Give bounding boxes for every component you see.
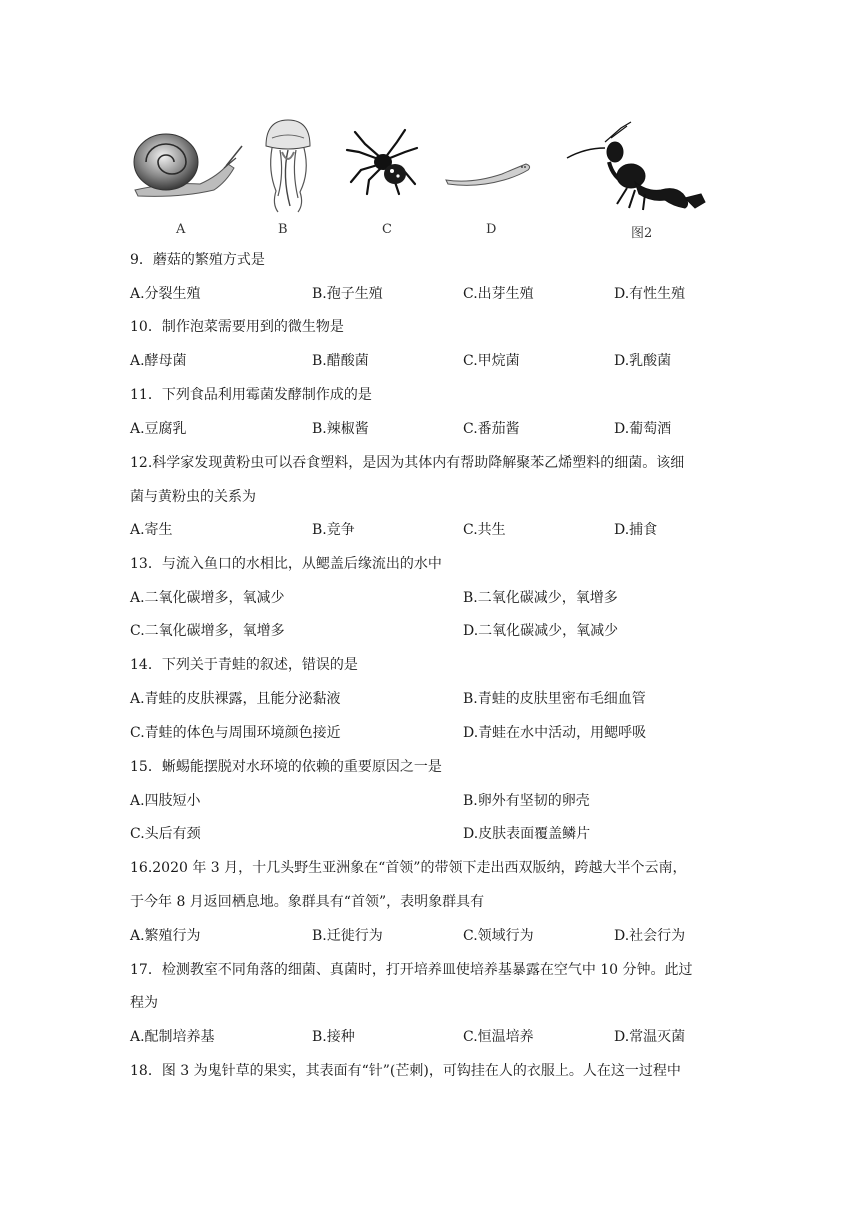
jellyfish-icon [258, 116, 318, 216]
q16-option-b: B.迁徙行为 [312, 928, 383, 944]
q11-option-a: A.豆腐乳 [130, 421, 187, 437]
figure-label-a: A [176, 222, 186, 237]
q15-option-c: C.头后有颈 [130, 826, 201, 842]
q15-option-a: A.四肢短小 [130, 793, 201, 809]
question-12-stem-line2: 菌与黄粉虫的关系为 [130, 489, 256, 505]
q16-option-d: D.社会行为 [614, 928, 686, 944]
q17-option-c: C.恒温培养 [463, 1029, 534, 1045]
q14-option-a: A.青蛙的皮肤裸露，且能分泌黏液 [130, 691, 341, 707]
q16-option-c: C.领域行为 [463, 928, 534, 944]
q14-option-c: C.青蛙的体色与周围环境颜色接近 [130, 725, 341, 741]
q10-option-c: C.甲烷菌 [463, 353, 520, 369]
question-14-stem: 14．下列关于青蛙的叙述，错误的是 [130, 657, 358, 673]
question-11-stem: 11．下列食品利用霉菌发酵制作成的是 [130, 387, 372, 403]
q10-option-d: D.乳酸菌 [614, 353, 672, 369]
question-15-stem: 15．蜥蜴能摆脱对水环境的依赖的重要原因之一是 [130, 759, 442, 775]
figure-label-c: C [382, 222, 392, 237]
q13-option-b: B.二氧化碳减少，氧增多 [463, 590, 618, 606]
figure-caption: 图2 [631, 226, 653, 241]
question-12-stem-line1: 12.科学家发现黄粉虫可以吞食塑料，是因为其体内有帮助降解聚苯乙烯塑料的细菌。该细 [130, 455, 685, 471]
q11-option-b: B.辣椒酱 [312, 421, 369, 437]
q17-option-d: D.常温灭菌 [614, 1029, 686, 1045]
question-10-stem: 10．制作泡菜需要用到的微生物是 [130, 319, 344, 335]
question-16-stem-line1: 16.2020 年 3 月，十几头野生亚洲象在“首领”的带领下走出西双版纳，跨越大半个云南， [130, 860, 687, 876]
question-18-stem: 18．图 3 为鬼针草的果实，其表面有“针”(芒刺)，可钩挂在人的衣服上。人在这一过程中 [130, 1063, 681, 1079]
q9-option-a: A.分裂生殖 [130, 286, 201, 302]
q13-option-d: D.二氧化碳减少，氧减少 [463, 623, 619, 639]
flatworm-icon [442, 158, 532, 188]
q14-option-d: D.青蛙在水中活动，用鳃呼吸 [463, 725, 647, 741]
snail-icon [130, 124, 245, 204]
q13-option-a: A.二氧化碳增多，氧减少 [130, 590, 285, 606]
figure-label-b: B [278, 222, 288, 237]
question-17-stem-line2: 程为 [130, 995, 158, 1011]
question-17-stem-line1: 17．检测教室不同角落的细菌、真菌时，打开培养皿使培养基暴露在空气中 10 分钟。此过 [130, 962, 693, 978]
q9-option-d: D.有性生殖 [614, 286, 686, 302]
q13-option-c: C.二氧化碳增多，氧增多 [130, 623, 285, 639]
q15-option-b: B.卵外有坚韧的卵壳 [463, 793, 590, 809]
q12-option-c: C.共生 [463, 522, 506, 538]
spider-icon [345, 126, 420, 196]
q10-option-b: B.醋酸菌 [312, 353, 369, 369]
figure-label-d: D [486, 222, 497, 237]
crayfish-icon [565, 118, 710, 213]
question-9-stem: 9．蘑菇的繁殖方式是 [130, 252, 265, 268]
q15-option-d: D.皮肤表面覆盖鳞片 [463, 826, 591, 842]
q9-option-c: C.出芽生殖 [463, 286, 534, 302]
q17-option-a: A.配制培养基 [130, 1029, 215, 1045]
q14-option-b: B.青蛙的皮肤里密布毛细血管 [463, 691, 646, 707]
q16-option-a: A.繁殖行为 [130, 928, 201, 944]
q12-option-b: B.竞争 [312, 522, 355, 538]
question-16-stem-line2: 于今年 8 月返回栖息地。象群具有“首领”，表明象群具有 [130, 894, 485, 910]
figure-2 [120, 110, 720, 242]
q17-option-b: B.接种 [312, 1029, 355, 1045]
q10-option-a: A.酵母菌 [130, 353, 187, 369]
q12-option-a: A.寄生 [130, 522, 173, 538]
q11-option-d: D.葡萄酒 [614, 421, 672, 437]
q12-option-d: D.捕食 [614, 522, 658, 538]
q11-option-c: C.番茄酱 [463, 421, 520, 437]
q9-option-b: B.孢子生殖 [312, 286, 383, 302]
question-13-stem: 13．与流入鱼口的水相比，从鳃盖后缘流出的水中 [130, 556, 442, 572]
